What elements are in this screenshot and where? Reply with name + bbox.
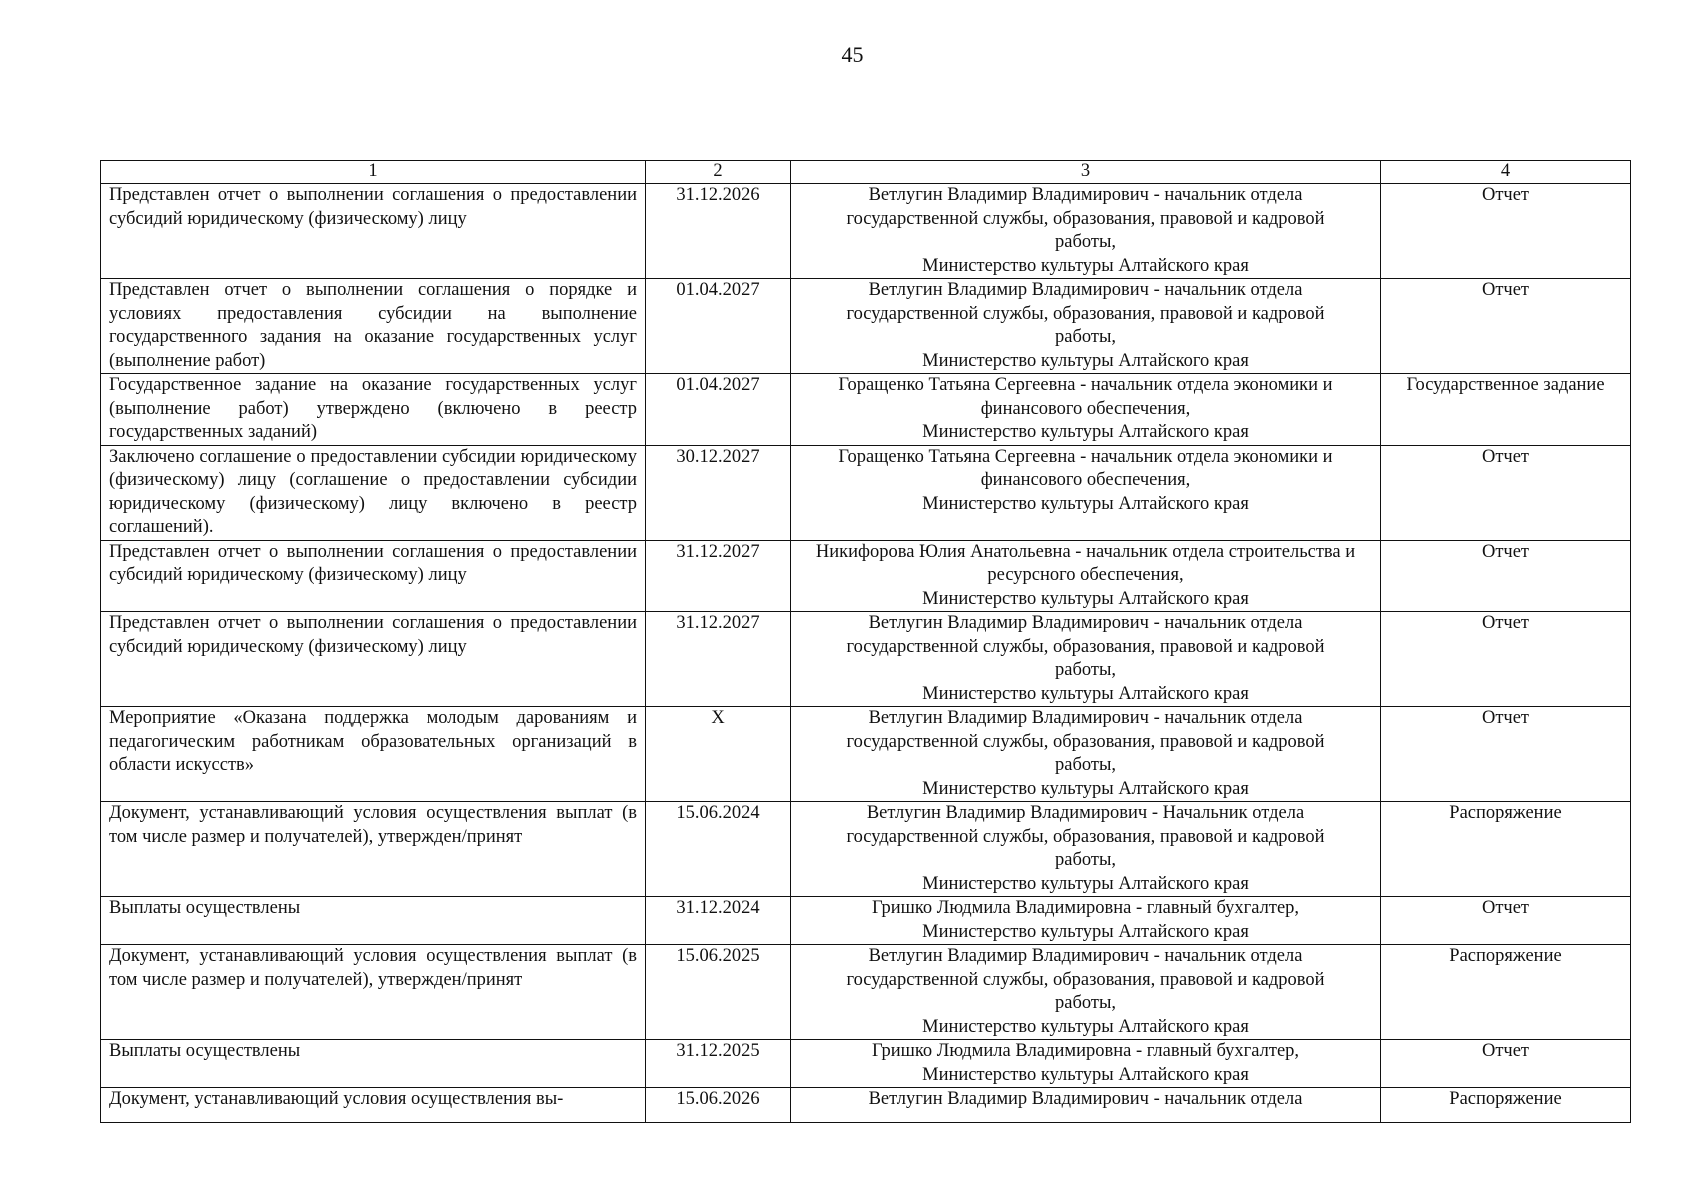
document-type: Государственное задание [1381,374,1631,446]
event-description: Представлен отчет о выполнении соглашения о предоставлении субсидий юридическому (физическому) лицу [101,184,646,279]
column-header-1: 1 [101,161,646,184]
responsible-line: Ветлугин Владимир Владимирович - начальник отдела [868,280,1303,300]
responsible-person [791,540,1381,612]
responsible-line: государственной службы, образования, правовой и кадровой [846,636,1325,657]
table-row [101,445,1631,540]
responsible-line: Ветлугин Владимир Владимирович - начальник отдела [868,708,1303,728]
event-description: Документ, устанавливающий условия осуществления выплат (в том числе размер и получателей), утвержден/принят [101,802,646,897]
column-header-4: 4 [1381,161,1631,184]
responsible-line: Министерство культуры Алтайского края [922,683,1249,704]
responsible-line: работы, [1054,232,1117,252]
responsible-line: финансового обеспечения, [980,470,1191,490]
responsible-line: Министерство культуры Алтайского края [922,422,1249,442]
responsible-line: Ветлугин Владимир Владимирович - начальник отдела [868,613,1303,633]
responsible-line: Ветлугин Владимир Владимирович - начальник отдела [868,185,1303,205]
responsible-person [791,612,1381,707]
deadline-date: X [646,707,791,802]
document-type: Отчет [1381,445,1631,540]
table-row [101,184,1631,279]
responsible-line: государственной службы, образования, правовой и кадровой [846,208,1325,229]
responsible-line: государственной службы, образования, правовой и кадровой [846,969,1325,990]
responsible-line: Ветлугин Владимир Владимирович - начальник отдела [868,946,1303,966]
responsible-line: работы, [1054,850,1117,870]
deadline-date: 31.12.2027 [646,540,791,612]
event-description: Заключено соглашение о предоставлении субсидии юридическому (физическому) лицу (соглашение о предоставлении субсидии юридическому (физическому) лицу включено в реестр соглашений). [101,445,646,540]
document-type: Распоряжение [1381,1088,1631,1123]
deadline-date: 31.12.2026 [646,184,791,279]
responsible-person [791,1040,1381,1088]
table-row [101,540,1631,612]
table-row [101,1040,1631,1088]
responsible-person [791,897,1381,945]
event-description: Мероприятие «Оказана поддержка молодым дарованиям и педагогическим работникам образовательных организаций в области искусств» [101,707,646,802]
responsible-line: Горащенко Татьяна Сергеевна - начальник отдела экономики и [838,375,1333,395]
responsible-line: Министерство культуры Алтайского края [922,921,1249,942]
event-description: Выплаты осуществлены [101,1040,646,1088]
event-description: Представлен отчет о выполнении соглашения о предоставлении субсидий юридическому (физическому) лицу [101,540,646,612]
table-row [101,279,1631,374]
responsible-line: Горащенко Татьяна Сергеевна - начальник отдела экономики и [838,446,1333,467]
document-type: Отчет [1381,279,1631,374]
responsible-line: Министерство культуры Алтайского края [922,778,1249,799]
deadline-date: 15.06.2024 [646,802,791,897]
deadline-date: 31.12.2025 [646,1040,791,1088]
responsible-line: работы, [1054,660,1117,680]
deadline-date: 01.04.2027 [646,279,791,374]
deadline-date: 31.12.2024 [646,897,791,945]
document-type: Распоряжение [1381,802,1631,897]
responsible-line: Ветлугин Владимир Владимирович - начальник отдела [868,1089,1303,1109]
deadline-date: 15.06.2026 [646,1088,791,1123]
document-type: Отчет [1381,707,1631,802]
deadline-date: 01.04.2027 [646,374,791,446]
responsible-person [791,802,1381,897]
event-description: Документ, устанавливающий условия осуществления выплат (в том числе размер и получателей), утвержден/принят [101,945,646,1040]
document-type: Распоряжение [1381,945,1631,1040]
responsible-line: Министерство культуры Алтайского края [922,873,1249,894]
table-row [101,374,1631,446]
document-type: Отчет [1381,184,1631,279]
deadline-date: 15.06.2025 [646,945,791,1040]
responsible-person [791,945,1381,1040]
responsible-line: Гришко Людмила Владимировна - главный бухгалтер, [871,898,1300,918]
responsible-line: Министерство культуры Алтайского края [922,588,1249,609]
table-row [101,802,1631,897]
responsible-line: Министерство культуры Алтайского края [922,1016,1249,1037]
responsible-line: Министерство культуры Алтайского края [922,493,1249,514]
responsible-line: Министерство культуры Алтайского края [922,350,1249,371]
responsible-line: Никифорова Юлия Анатольевна - начальник отдела строительства и ресурсного обеспечения, [815,541,1356,585]
responsible-line: государственной службы, образования, правовой и кадровой [846,826,1325,847]
event-description: Представлен отчет о выполнении соглашения о предоставлении субсидий юридическому (физическому) лицу [101,612,646,707]
document-type: Отчет [1381,612,1631,707]
responsible-person [791,445,1381,540]
responsible-person [791,279,1381,374]
responsible-line: работы, [1054,327,1117,347]
responsible-line: государственной службы, образования, правовой и кадровой [846,731,1325,752]
table-row [101,897,1631,945]
table-row [101,945,1631,1040]
page-number: 45 [841,42,864,67]
document-type: Отчет [1381,540,1631,612]
table-row [101,1088,1631,1123]
responsible-person [791,1088,1381,1123]
deadline-date: 30.12.2027 [646,445,791,540]
event-description: Документ, устанавливающий условия осуществления вы- [101,1088,646,1123]
responsible-line: Ветлугин Владимир Владимирович - Начальник отдела [866,803,1305,823]
responsible-person [791,374,1381,446]
event-description: Выплаты осуществлены [101,897,646,945]
table-row [101,612,1631,707]
responsible-line: Гришко Людмила Владимировна - главный бухгалтер, [871,1041,1300,1061]
column-header-3: 3 [791,161,1381,184]
deadline-date: 31.12.2027 [646,612,791,707]
responsible-person [791,184,1381,279]
responsible-line: Министерство культуры Алтайского края [922,1064,1249,1085]
responsible-line: государственной службы, образования, правовой и кадровой [846,303,1325,324]
table-row [101,707,1631,802]
event-description: Государственное задание на оказание государственных услуг (выполнение работ) утверждено (включено в реестр государственных заданий) [101,374,646,446]
column-header-2: 2 [646,161,791,184]
responsible-line: финансового обеспечения, [980,398,1191,419]
responsible-line: работы, [1054,993,1117,1013]
control-points-table [100,160,1631,1123]
document-type: Отчет [1381,897,1631,945]
table-header-row [101,161,1631,184]
responsible-person [791,707,1381,802]
responsible-line: Министерство культуры Алтайского края [922,255,1249,276]
event-description: Представлен отчет о выполнении соглашения о порядке и условиях предоставления субсидии на выполнение государственного задания на оказание государственных услуг (выполнение работ) [101,279,646,374]
document-type: Отчет [1381,1040,1631,1088]
responsible-line: работы, [1054,755,1117,775]
